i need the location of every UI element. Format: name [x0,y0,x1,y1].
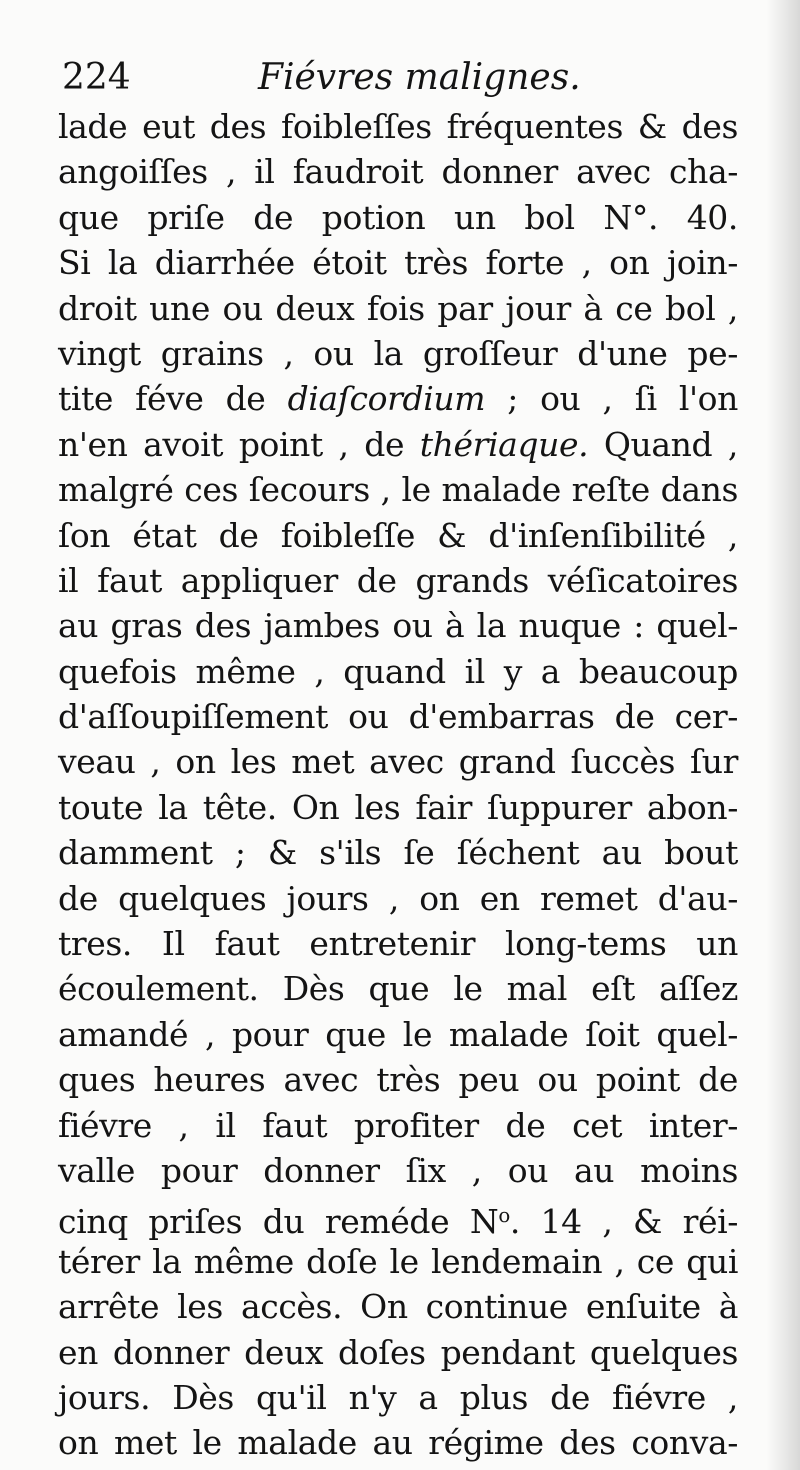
text-segment: n'en avoit point , de [58,424,405,464]
text-line: malgré ces ſecours , le malade reſte dans [58,470,738,510]
superscript-o: o [498,1204,510,1228]
text-segment: ; ou , ſi l'on [507,379,739,419]
text-line [58,376,738,421]
text-line: en donner deux doſes pendant quelques [58,1332,738,1372]
text-line: au gras des jambes ou à la nuque : quel- [58,606,738,646]
text-line: ſon état de foibleſſe & d'inſenſibilité , [58,515,738,555]
text-line: amandé , pour que le malade ſoit quel- [58,1014,738,1054]
text-segment: tite féve de [58,379,266,419]
text-line [58,422,738,467]
body-text [58,104,738,1466]
text-line: tres. Il faut entretenir long-tems un [58,924,738,964]
text-line [58,1193,738,1242]
text-line: vingt grains , ou la groſſeur d'une pe- [58,333,738,373]
text-line: térer la même doſe le lendemain , ce qui [58,1241,738,1281]
text-line: valle pour donner ſix , ou au moins [58,1150,738,1190]
text-segment: cinq priſes du reméde N [58,1202,499,1242]
running-title: Fiévres malignes. [258,57,581,98]
text-line: on met le malade au régime des conva- [58,1423,738,1463]
text-line: il faut appliquer de grands véſicatoires [58,560,738,600]
text-line: damment ; & s'ils ſe ſéchent au bout [58,833,738,873]
text-line: de quelques jours , on en remet d'au- [58,878,738,918]
italic-term-theriaque: thériaque. [419,424,589,464]
text-segment: . 14 , & réi- [509,1202,738,1242]
text-line: quefois même , quand il y a beaucoup [58,651,738,691]
text-line: droit une ou deux fois par jour à ce bol , [58,288,738,328]
text-line: lade eut des foibleſſes fréquentes & des [58,107,738,146]
text-line: ques heures avec très peu ou point de [58,1060,738,1100]
text-line: arrête les accès. On continue enſuite à [58,1287,738,1327]
text-line: angoiſſes , il faudroit donner avec cha- [58,152,738,192]
running-header [62,50,742,106]
text-line: jours. Dès qu'il n'y a plus de fiévre , [58,1377,738,1417]
text-line: écoulement. Dès que le mal eſt aſſez [58,969,738,1009]
text-line: fiévre , il faut profiter de cet inter- [58,1105,738,1145]
page-gutter-shadow [766,0,800,1470]
page-number: 224 [62,57,131,98]
text-line: veau , on les met avec grand ſuccès ſur [58,742,738,782]
text-segment: Quand , [603,424,738,464]
text-line: d'aſſoupiſſement ou d'embarras de cer- [58,697,738,737]
text-line: que priſe de potion un bol N°. 40. [58,197,738,237]
italic-term-diascordium: diaſcordium [287,379,486,419]
text-line: Si la diarrhée étoit très forte , on join- [58,243,738,283]
text-line: toute la tête. On les fair ſuppurer abon- [58,787,738,827]
